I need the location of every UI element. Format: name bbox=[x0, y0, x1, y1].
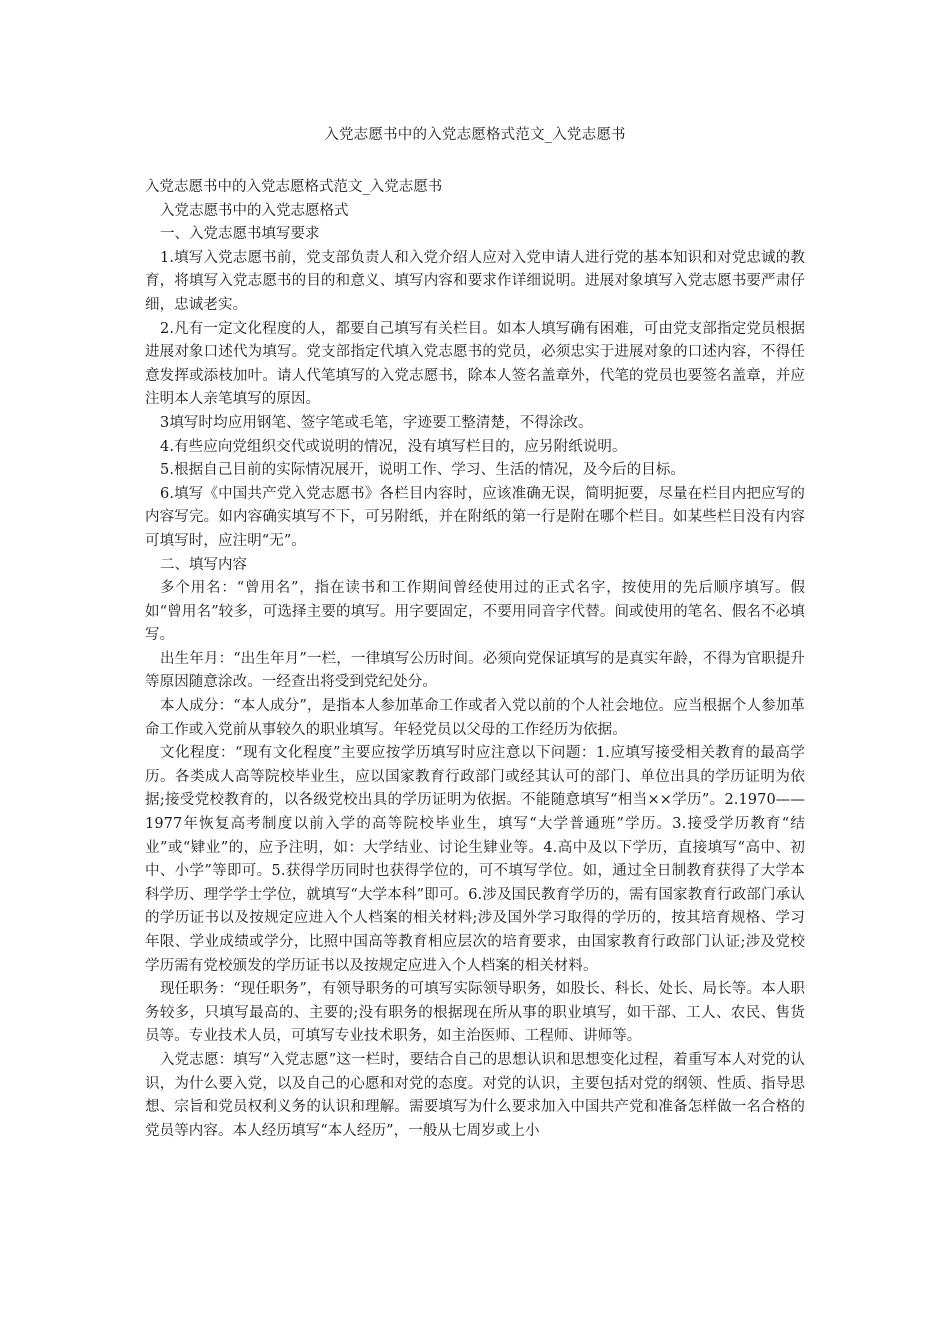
content-paragraph-current-position: 现任职务：“现任职务”，有领导职务的可填写实际领导职务，如股长、科长、处长、局长等。本人职务较多，只填写最高的、主要的;没有职务的根据现在所从事的职业填写，如干部、工人、农民、售货员等。专业技术人员，可填写专业技术职务，如主治医师、工程师、讲师等。 bbox=[145, 981, 805, 1045]
requirement-paragraph-2: 2.凡有一定文化程度的人，都要自己填写有关栏目。如本人填写确有困难，可由党支部指定党员根据进展对象口述代为填写。党支部指定代填入党志愿书的党员，必须忠实于进展对象的口述内容，不得任意发挥或添枝加叶。请人代笔填写的入党志愿书，除本人签名盖章外，代笔的党员也要签名盖章，并应注明本人亲笔填写的原因。 bbox=[145, 320, 805, 408]
content-paragraph-former-names: 多个用名：“曾用名”，指在读书和工作期间曾经使用过的正式名字，按使用的先后顺序填写。假如“曾用名”较多，可选择主要的填写。用字要固定，不要用同音字代替。间或使用的笔名、假名不必填写。 bbox=[145, 580, 805, 644]
content-paragraph-education: 文化程度：“现有文化程度”主要应按学历填写时应注意以下问题：1.应填写接受相关教育的最高学历。各类成人高等院校毕业生，应以国家教育行政部门或经其认可的部门、单位出具的学历证明为依据;接受党校教育的，以各级党校出具的学历证明为依据。不能随意填写“相当××学历”。2.1970——1977年恢复高考制度以前入学的高等院校毕业生，填写“大学普通班”学历。3.接受学历教育“结业”或“肄业”的，应予注明，如：大学结业、讨论生肄业等。4.高中及以下学历，直接填写“高中、初中、小学”等即可。5.获得学历同时也获得学位的，可不填写学位。如，通过全日制教育获得了大学本科学历、理学学士学位，就填写“大学本科”即可。6.涉及国民教育学历的，需有国家教育行政部门承认的学历证书以及按规定应进入个人档案的相关材料;涉及国外学习取得的学历的，按其培育规格、学习年限、学业成绩或学分，比照中国高等教育相应层次的培育要求，由国家教育行政部门认证;涉及党校学历需有党校颁发的学历证书以及按规定应进入个人档案的相关材料。 bbox=[145, 745, 805, 974]
heading-content: 二、填写内容 bbox=[160, 556, 247, 573]
content-paragraph-personal-status: 本人成分：“本人成分”，是指本人参加革命工作或者入党以前的个人社会地位。应当根据个人参加革命工作或入党前从事较久的职业填写。年轻党员以父母的工作经历为依据。 bbox=[145, 698, 805, 738]
requirement-paragraph-6: 6.填写《中国共产党入党志愿书》各栏目内容时，应该准确无误，简明扼要，尽量在栏目内把应写的内容写完。如内容确实填写不下，可另附纸，并在附纸的第一行是附在哪个栏目。如某些栏目没有内容可填写时，应注明“无”。 bbox=[145, 485, 805, 549]
requirement-paragraph-1: 1.填写入党志愿书前，党支部负责人和入党介绍人应对入党申请人进行党的基本知识和对党忠诚的教育，将填写入党志愿书的目的和意义、填写内容和要求作详细说明。进展对象填写入党志愿书要严肃仔细，忠诚老实。 bbox=[145, 249, 805, 313]
heading-requirements: 一、入党志愿书填写要求 bbox=[160, 226, 320, 243]
document-subtitle: 入党志愿书中的入党志愿格式范文_入党志愿书 bbox=[145, 179, 443, 195]
section-title: 入党志愿书中的入党志愿格式 bbox=[160, 202, 349, 219]
document-title: 入党志愿书中的入党志愿格式范文_入党志愿书 bbox=[324, 127, 626, 143]
document-page bbox=[145, 0, 805, 1143]
content-paragraph-party-aspiration: 入党志愿：填写“入党志愿”这一栏时，要结合自己的思想认识和思想变化过程，着重写本人对党的认识，为什么要入党，以及自己的心愿和对党的态度。对党的认识，主要包括对党的纲领、性质、指导思想、宗旨和党员权利义务的认识和理解。需要填写为什么要求加入中国共产党和准备怎样做一名合格的党员等内容。本人经历填写“本人经历”，一般从七周岁或上小 bbox=[145, 1051, 805, 1139]
content-paragraph-birth-date: 出生年月：“出生年月”一栏，一律填写公历时间。必须向党保证填写的是真实年龄，不得为官职提升等原因随意涂改。一经查出将受到党纪处分。 bbox=[145, 650, 805, 691]
document-body bbox=[145, 176, 805, 1143]
requirement-paragraph-5: 5.根据自己目前的实际情况展开，说明工作、学习、生活的情况，及今后的目标。 bbox=[160, 462, 686, 479]
requirement-paragraph-4: 4.有些应向党组织交代或说明的情况，没有填写栏目的，应另附纸说明。 bbox=[160, 438, 627, 455]
requirement-paragraph-3: 3填写时均应用钢笔、签字笔或毛笔，字迹要工整清楚，不得涂改。 bbox=[160, 414, 593, 431]
